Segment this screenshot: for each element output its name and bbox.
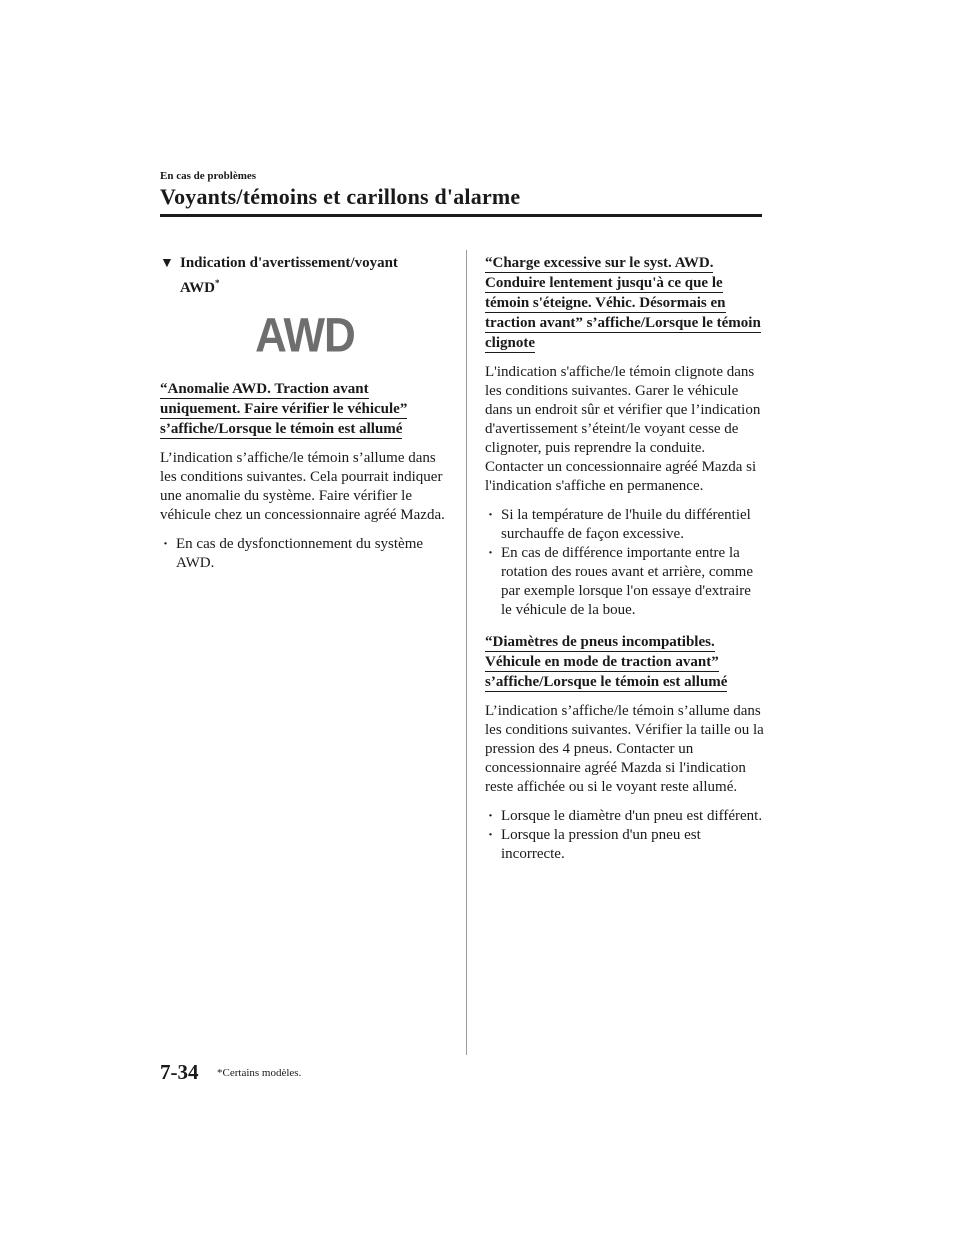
awd-warning-icon: AWD	[255, 308, 355, 363]
message-heading-awd-overload: “Charge excessive sur le syst. AWD. Conduire lentement jusqu'à ce que le témoin s'éteigne. Véhic. Désormais en traction avant” s’affiche/Lorsque le témoin clignote	[485, 255, 761, 351]
left-column	[160, 253, 450, 585]
subsection-heading-line2: AWD	[180, 280, 216, 296]
list-item: · Lorsque le diamètre d'un pneu est différent.	[485, 807, 765, 826]
paragraph-awd-malfunction: L’indication s’affiche/le témoin s’allume dans les conditions suivantes. Cela pourrait indiquer une anomalie du système. Faire vérifier le véhicule chez un concessionnaire agréé Mazda.	[160, 450, 445, 523]
message-heading-tire-diameter: “Diamètres de pneus incompatibles. Véhicule en mode de traction avant” s’affiche/Lorsque le témoin est allumé	[485, 634, 728, 690]
triangle-marker-icon: ▼	[160, 256, 174, 271]
section-label: En cas de problèmes	[160, 170, 257, 182]
list-item: · Si la température de l'huile du différentiel surchauffe de façon excessive.	[485, 506, 765, 544]
subsection-heading	[160, 253, 450, 298]
page-title: Voyants/témoins et carillons d'alarme	[160, 184, 521, 209]
bullet-list-awd-malfunction	[160, 535, 450, 573]
paragraph-awd-overload: L'indication s'affiche/le témoin clignote dans les conditions suivantes. Garer le véhicule dans un endroit sûr et vérifier que l’indication d'avertissement s’éteint/le voyant cesse de clignoter, puis reprendre la conduite. Contacter un concessionnaire agréé Mazda si l'indication s'affiche en permanence.	[485, 364, 761, 494]
column-divider	[466, 250, 467, 1055]
bullet-list-tire-diameter	[485, 807, 765, 864]
bullet-list-awd-overload	[485, 506, 765, 620]
page-number: 7-34	[160, 1060, 199, 1084]
footnote: *Certains modèles.	[217, 1067, 302, 1079]
footnote-marker: *	[215, 278, 220, 288]
right-column	[485, 253, 765, 876]
list-item: · En cas de dysfonctionnement du système AWD.	[160, 535, 450, 573]
paragraph-tire-diameter: L’indication s’affiche/le témoin s’allume dans les conditions suivantes. Vérifier la taille ou la pression des 4 pneus. Contacter un concessionnaire agréé Mazda si l'indication reste affichée ou si le voyant reste allumé.	[485, 703, 764, 795]
title-rule	[160, 214, 762, 217]
message-heading-awd-malfunction: “Anomalie AWD. Traction avant uniquement. Faire vérifier le véhicule” s’affiche/Lorsque le témoin est allumé	[160, 381, 408, 437]
subsection-heading-line1: Indication d'avertissement/voyant	[180, 255, 398, 271]
list-item: · En cas de différence importante entre la rotation des roues avant et arrière, comme par exemple lorsque l'on essaye d'extraire le véhicule de la boue.	[485, 544, 765, 620]
list-item: · Lorsque la pression d'un pneu est incorrecte.	[485, 826, 765, 864]
